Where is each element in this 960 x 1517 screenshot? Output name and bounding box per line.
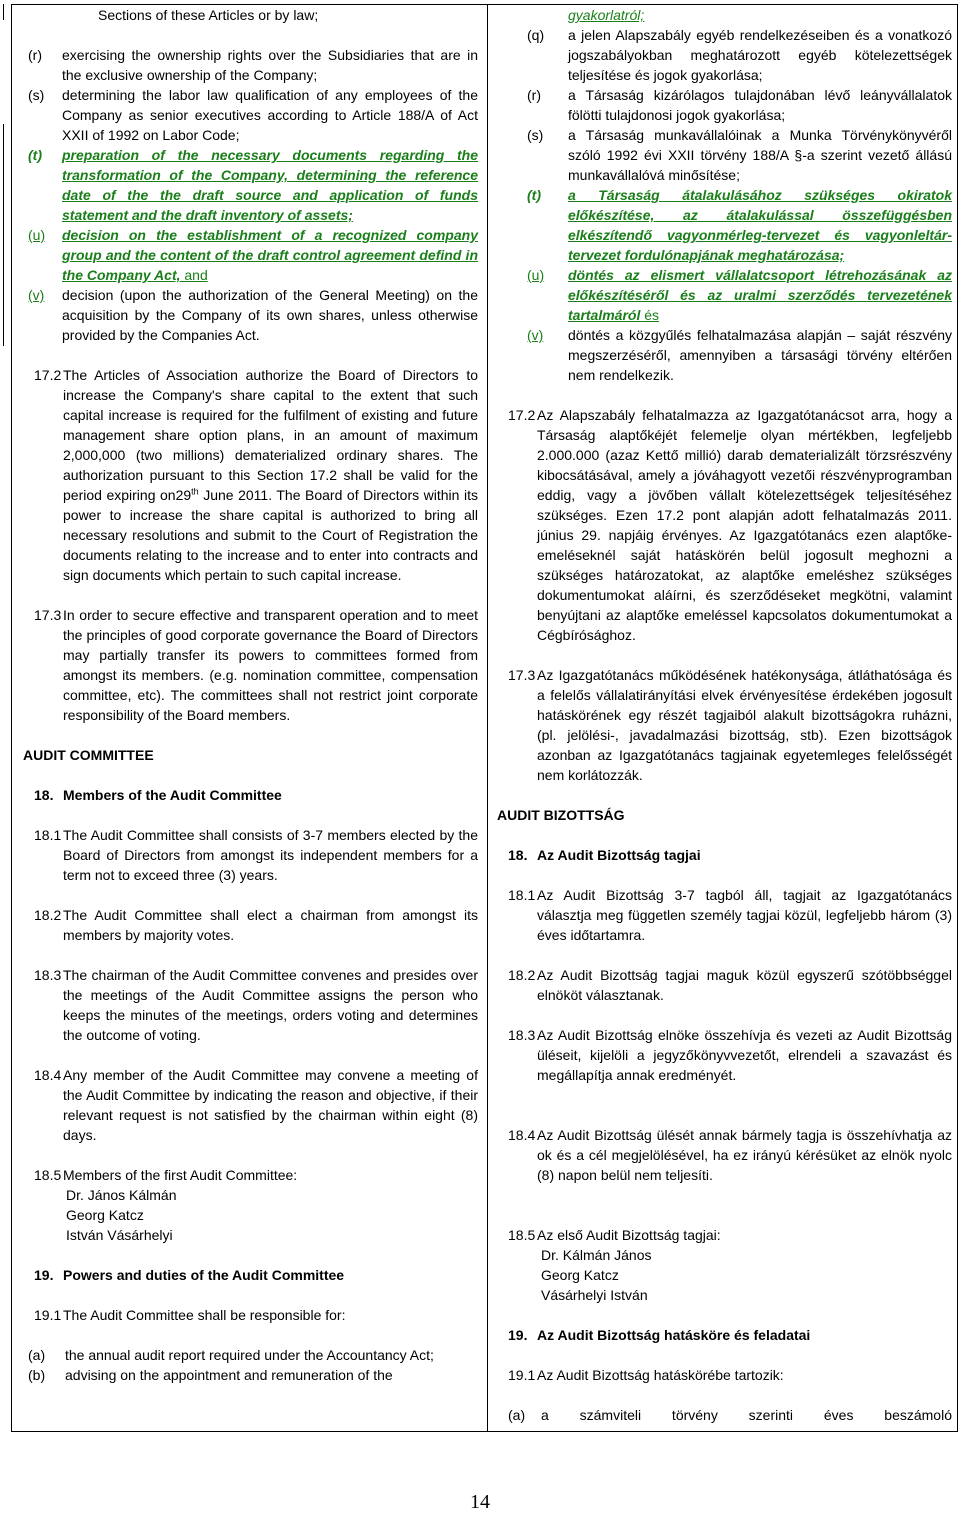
paragraph-18-5: 18.5 Members of the first Audit Committee: xyxy=(34,1167,298,1183)
member-name: Georg Katcz xyxy=(66,1207,144,1223)
paragraph-17-3: 17.3 Az Igazgatótanács működésének hatékonysága, átláthatósága és a felelős vállalatirányítási elvek érvényesítése érdekében jogosult hatáskörének egy részét tagjaiból alakult bizottságokra ruházni, (pl. jelölési-, javadalmazási bizottság, stb). Ezen bizottságok azonban az Igazgatótanács tagjainak egyetemleges felelősségét nem korlátozzák. xyxy=(508,667,952,783)
paragraph-18-5: 18.5 Az első Audit Bizottság tagjai: xyxy=(508,1227,721,1243)
paragraph-17-3: 17.3 In order to secure effective and transparent operation and to meet the principles of good corporate governance the Board of Directors may partially transfer its powers to committees formed from amongst its members. (e.g. nomination committee, compensation committee, etc). The committees shall not restrict joint corporate responsibility of the Board members. xyxy=(34,607,478,723)
paragraph-18-1: 18.1 The Audit Committee shall consists of 3-7 members elected by the Board of Directors from amongst its independent members for a term not to exceed three (3) years. xyxy=(34,827,478,883)
list-item: (u) döntés az elismert vállalatcsoport létrehozásának az előkészítéséről és az uralmi szerződés tervezetének tartalmáról és xyxy=(527,267,952,323)
paragraph-18-1: 18.1 Az Audit Bizottság 3-7 tagból áll, tagjait az Igazgatótanács választja meg független személy tagjai közül, legfeljebb három (3) éves időtartamra. xyxy=(508,887,952,943)
section-heading: AUDIT COMMITTEE xyxy=(23,747,154,763)
paragraph-17-2: 17.2 The Articles of Association authorize the Board of Directors to increase the Company's share capital to the extent that such capital increase is required for the fulfilment of existing and future management share option plans, in an amount of maximum 2,000,000 (two millions) dematerialized ordinary shares. The authorization pursuant to this Section 17.2 shall be valid for the period expiring on29th June 2011. The Board of Directors within its power to increase the share capital is authorized to bring all necessary resolutions and submit to the Court of Registration the documents relating to the increase and to enter into contracts and sign documents which pertain to such capital increase. xyxy=(34,367,478,583)
member-name: Dr. Kálmán János xyxy=(541,1247,652,1263)
english-column xyxy=(20,5,478,1385)
paragraph-17-2: 17.2 Az Alapszabály felhatalmazza az Igazgatótanácsot arra, hogy a Társaság alaptőkéjét felemelje olyan mértékben, legfeljebb 2.000.000 (azaz Kettő millió) darab dematerializált törzsrészvény kibocsátásával, amely a jóváhagyott vezetői részvényprogramban eddig, vagy a jövőben vállalt kötelezettségek teljesítéséhez szükséges. Ezen 17.2 pont alapján adott felhatalmazás 2011. június 29. napjáig érvényes. Az Igazgatótanács ezen alaptőke-emeléseknél saját hatáskörén belül jogosult meghozni a szükséges határozatokat, az alaptőke emeléshez szükséges dokumentumokat aláírni, és szerződéseket megkötni, valamint benyújtani az alaptőke emeléssel kapcsolatos dokumentumokat a Cégbírósághoz. xyxy=(508,407,952,643)
section-heading: AUDIT BIZOTTSÁG xyxy=(497,807,625,823)
paragraph-18-2: 18.2 The Audit Committee shall elect a chairman from amongst its members by majority votes. xyxy=(34,907,478,943)
list-item: (t) preparation of the necessary documents regarding the transformation of the Company, determining the reference date of the the draft source and application of funds statement and the draft inventory of assets; xyxy=(28,147,478,223)
list-item: (r) exercising the ownership rights over the Subsidiaries that are in the exclusive ownership of the Company; xyxy=(28,47,478,83)
paragraph-19-1: 19.1 Az Audit Bizottság hatáskörébe tartozik: xyxy=(508,1367,784,1383)
list-item: (t) a Társaság átalakulásához szükséges okiratok előkészítése, az átalakulással összefüggésben elkészítendő vagyonmérleg-tervezet és vagyonleltár-tervezet fordulónapjának meghatározása; xyxy=(527,187,952,263)
list-item: (a) the annual audit report required under the Accountancy Act; xyxy=(28,1347,434,1363)
member-name: Dr. János Kálmán xyxy=(66,1187,177,1203)
intro-text: Sections of these Articles or by law; xyxy=(98,7,319,23)
section-title: 19. Powers and duties of the Audit Committee xyxy=(34,1267,345,1283)
column-divider xyxy=(487,4,488,1432)
list-item: (s) a Társaság munkavállalóinak a Munka Törvénykönyvéről szóló 1992 évi XXII törvény 188/A §-a szerint vezető állású munkavállalóvá minősítése; xyxy=(527,127,952,183)
list-item: (r) a Társaság kizárólagos tulajdonában lévő leányvállalatok fölötti tulajdonosi jogok gyakorlása; xyxy=(527,87,952,123)
paragraph-19-1: 19.1 The Audit Committee shall be responsible for: xyxy=(34,1307,346,1323)
list-item: (s) determining the labor law qualification of any employees of the Company as senior executives according to Article 188/A of Act XXII of 1992 on Labor Code; xyxy=(28,87,478,143)
member-names xyxy=(20,1185,478,1245)
revision-bar xyxy=(3,124,4,346)
member-name: Vásárhelyi István xyxy=(541,1287,648,1303)
member-names xyxy=(497,1245,952,1305)
paragraph-18-3: 18.3 The chairman of the Audit Committee convenes and presides over the meetings of the Audit Committee assigns the person who keeps the minutes of the meetings, orders voting and determines the outcome of voting. xyxy=(34,967,478,1043)
paragraph-18-3: 18.3 Az Audit Bizottság elnöke összehívja és vezeti az Audit Bizottság üléseit, kijelöli a jegyzőkönyvvezetőt, elrendeli a szavazást és megállapítja annak eredményét. xyxy=(508,1027,952,1083)
list-item: (u) decision on the establishment of a recognized company group and the content of the draft control agreement defind in the Company Act, and xyxy=(28,227,478,283)
list-item: (v) decision (upon the authorization of the General Meeting) on the acquisition by the Company of its own shares, unless otherwise provided by the Companies Act. xyxy=(28,287,478,343)
intro-text: gyakorlatról; xyxy=(568,7,645,23)
section-title: 19. Az Audit Bizottság hatásköre és feladatai xyxy=(508,1327,811,1343)
list-item: (q) a jelen Alapszabály egyéb rendelkezéseiben és a vonatkozó jogszabályokban meghatározott egyéb kötelezettségek teljesítése és jogok gyakorlása; xyxy=(527,27,952,83)
page-number: 14 xyxy=(470,1491,490,1513)
paragraph-18-4: 18.4 Any member of the Audit Committee may convene a meeting of the Audit Committee by indicating the reason and objective, if their relevant request is not satisfied by the chairman within eight (8) days. xyxy=(34,1067,478,1143)
list-item: (b) advising on the appointment and remuneration of the xyxy=(28,1367,393,1383)
revision-bar xyxy=(3,4,4,20)
list-item: (v) döntés a közgyűlés felhatalmazása alapján – saját részvény megszerzéséről, amennyiben a társasági törvény eltérően nem rendelkezik. xyxy=(527,327,952,383)
member-name: Georg Katcz xyxy=(541,1267,619,1283)
member-name: István Vásárhelyi xyxy=(66,1227,173,1243)
section-title: 18. Az Audit Bizottság tagjai xyxy=(508,847,701,863)
hungarian-column xyxy=(497,5,952,1425)
paragraph-18-4: 18.4 Az Audit Bizottság ülését annak bármely tagja is összehívhatja az ok és a cél megjelölésével, ha ez irányú kérésüket az elnök nyolc (8) napon belül nem teljesíti. xyxy=(508,1127,952,1183)
section-title: 18. Members of the Audit Committee xyxy=(34,787,282,803)
paragraph-18-2: 18.2 Az Audit Bizottság tagjai maguk közül egyszerű szótöbbséggel elnököt választanak. xyxy=(508,967,952,1003)
list-item: (a) a számviteli törvény szerinti éves beszámoló xyxy=(508,1407,952,1423)
